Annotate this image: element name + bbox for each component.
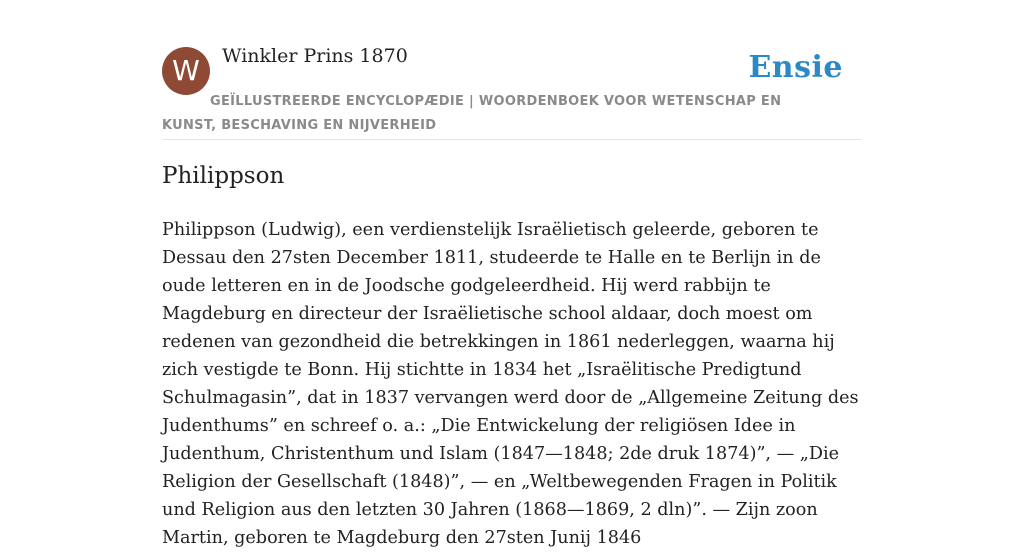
entry-body-text: Philippson (Ludwig), een verdienstelijk Israëlietisch geleerde, geboren te Dessau den 27sten December 1811, studeerde te Halle en te Berlijn in de oude letteren en in de Joodsche godgeleerdheid. Hij werd rabbijn te Magdeburg en directeur der Israëlietische school aldaar, doch moest om redenen van gezondheid die betrekkingen in 1861 nederleggen, waarna hij zich vestigde te Bonn. Hij stichtte in 1834 het „Israëlitische Predigtund Schulmagasin”, dat in 1837 vervangen werd door de „Allgemeine Zeitung des Judenthums” en schreef o. a.: „Die Entwickelung der religiösen Idee in Judenthum, Christenthum und Islam (1847—1848; 2de druk 1874)”, — „Die Religion der Gesellschaft (1848)”, — en „Weltbewegenden Fragen in Politik und Religion aus den letzten 30 Jahren (1868—1869, 2 dln)”. — Zijn zoon Martin, geboren te Magdeburg den 27sten Junij 1846 — [162, 220, 859, 548]
book-subtitle: GEÏLLUSTREERDE ENCYCLOPÆDIE | WOORDENBOEK VOOR WETENSCHAP EN KUNST, BESCHAVING EN NIJVERHEID — [162, 94, 782, 133]
ensie-logo-link[interactable]: Ensie — [748, 50, 843, 85]
book-avatar[interactable]: W — [162, 47, 210, 95]
content-container — [162, 0, 862, 548]
entry-title: Philippson — [162, 163, 285, 189]
book-title-link[interactable]: Winkler Prins 1870 — [222, 45, 408, 67]
site-header — [162, 0, 862, 140]
